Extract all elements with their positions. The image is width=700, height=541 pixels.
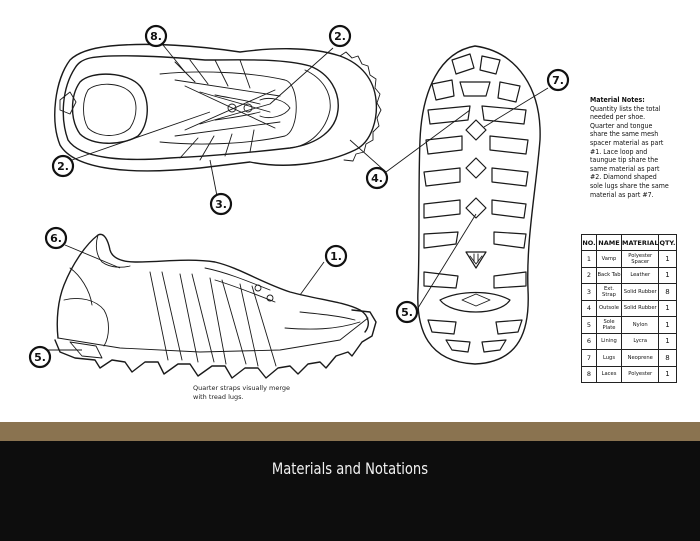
row-no: 6 — [582, 333, 597, 350]
header-no: NO. — [582, 235, 597, 251]
svg-text:2.: 2. — [57, 160, 69, 173]
callout-1 — [326, 246, 346, 266]
header-qty: QTY. — [659, 235, 676, 251]
row-name: Lugs — [597, 350, 622, 367]
material-notes-body: Quantity lists the total needed per shoe. Quarter and tongue share the same mesh spacer material as part #1. Lace loop and taungue tip share the same material as part #2. Diamond shaped sole lugs share the same material as part #7. — [590, 104, 669, 199]
materials-table — [581, 234, 677, 383]
row-qty: 8 — [659, 284, 676, 301]
table-row — [582, 300, 677, 317]
svg-text:2.: 2. — [334, 30, 346, 43]
row-qty: 1 — [659, 251, 676, 268]
svg-text:1.: 1. — [330, 250, 342, 263]
footer-bar — [0, 441, 700, 541]
strap-caption: Quarter straps visually merge with tread lugs. — [193, 384, 291, 401]
header-material: MATERIAL — [622, 235, 659, 251]
row-material: Solid Rubber — [622, 284, 659, 301]
svg-text:8.: 8. — [150, 30, 162, 43]
svg-text:3.: 3. — [215, 198, 227, 211]
row-material: Solid Rubber — [622, 300, 659, 317]
row-material: Polyester Spacer — [622, 251, 659, 268]
table-row — [582, 366, 677, 383]
callout-2-top — [330, 26, 350, 46]
svg-text:7.: 7. — [552, 74, 564, 87]
table-row — [582, 317, 677, 334]
callout-5-side — [30, 347, 50, 367]
row-material: Leather — [622, 267, 659, 284]
row-name: Laces — [597, 366, 622, 383]
row-no: 5 — [582, 317, 597, 334]
row-no: 2 — [582, 267, 597, 284]
row-qty: 1 — [659, 333, 676, 350]
sole-bottom-view — [418, 46, 540, 364]
svg-text:5.: 5. — [34, 351, 46, 364]
callout-4 — [367, 168, 387, 188]
svg-text:6.: 6. — [50, 232, 62, 245]
material-notes — [590, 96, 670, 199]
table-row — [582, 267, 677, 284]
svg-text:4.: 4. — [371, 172, 383, 185]
row-no: 8 — [582, 366, 597, 383]
row-no: 7 — [582, 350, 597, 367]
table-row — [582, 333, 677, 350]
row-name: Back Tab — [597, 267, 622, 284]
shoe-top-view — [55, 44, 381, 170]
row-name: Lining — [597, 333, 622, 350]
callout-8-top — [146, 26, 166, 46]
row-qty: 1 — [659, 317, 676, 334]
material-notes-title: Material Notes: — [590, 96, 645, 104]
svg-text:5.: 5. — [401, 306, 413, 319]
table-row — [582, 350, 677, 367]
row-material: Polyester — [622, 366, 659, 383]
callout-5-sole — [397, 302, 417, 322]
table-row — [582, 284, 677, 301]
row-name: Sole Plate — [597, 317, 622, 334]
row-qty: 1 — [659, 366, 676, 383]
row-name: Outsole — [597, 300, 622, 317]
row-name: Ext. Strap — [597, 284, 622, 301]
callout-3 — [211, 194, 231, 214]
row-qty: 1 — [659, 267, 676, 284]
page-title: Materials and Notations — [271, 459, 429, 478]
row-no: 4 — [582, 300, 597, 317]
row-qty: 8 — [659, 350, 676, 367]
row-material: Lycra — [622, 333, 659, 350]
table-row — [582, 251, 677, 268]
row-material: Nylon — [622, 317, 659, 334]
row-qty: 1 — [659, 300, 676, 317]
callout-2-left — [53, 156, 73, 176]
row-name: Vamp — [597, 251, 622, 268]
accent-band — [0, 422, 700, 441]
callout-7 — [548, 70, 568, 90]
row-no: 1 — [582, 251, 597, 268]
row-material: Neoprene — [622, 350, 659, 367]
row-no: 3 — [582, 284, 597, 301]
table-header-row — [582, 235, 677, 251]
callout-6 — [46, 228, 66, 248]
header-name: NAME — [597, 235, 622, 251]
